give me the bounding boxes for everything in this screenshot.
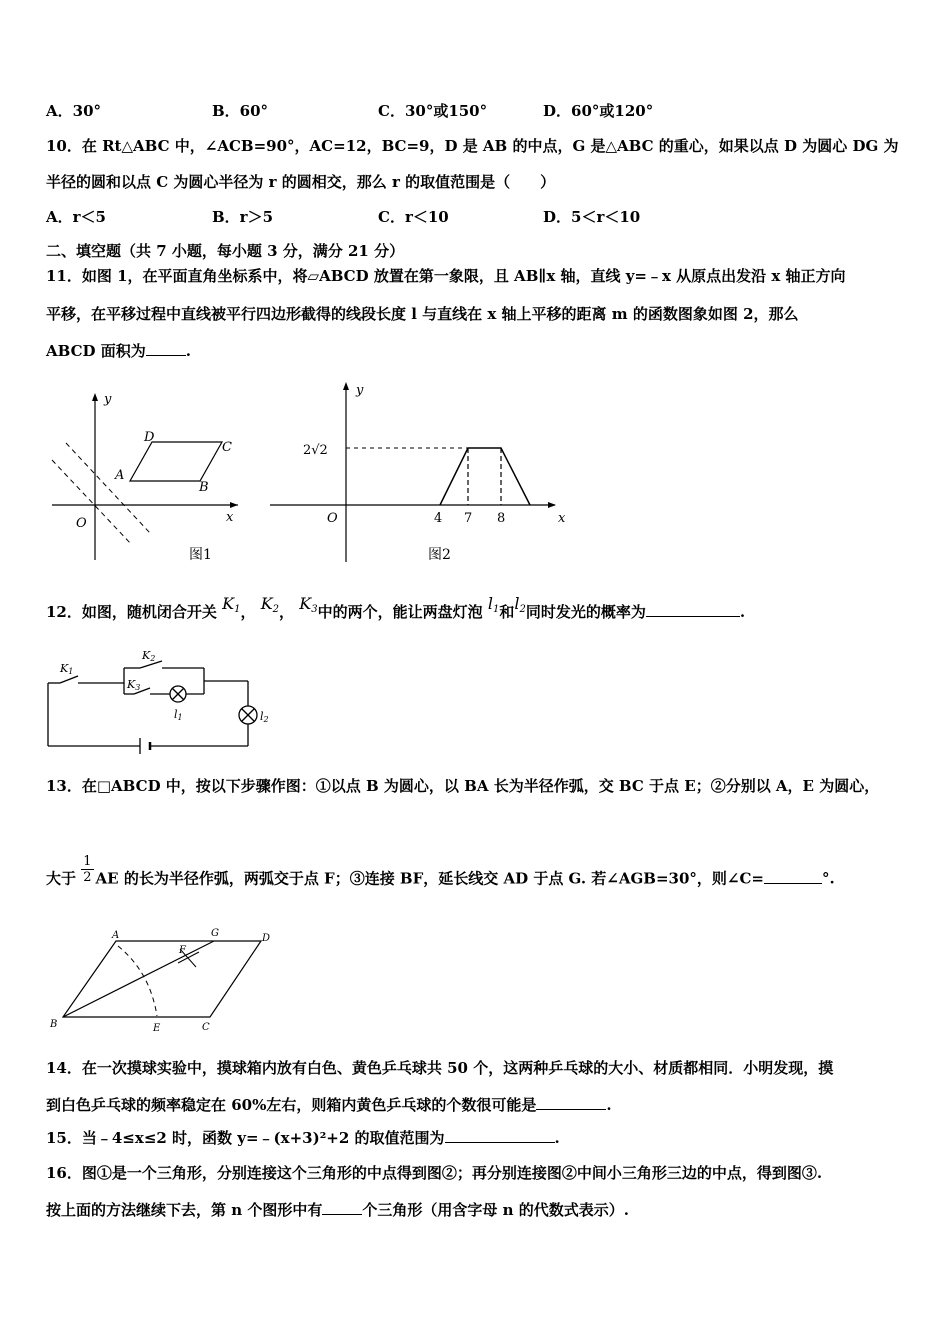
q13-fraction [81,854,93,885]
q11-answer-blank[interactable] [146,341,186,356]
fig3-point-g: G [211,928,219,939]
q14-answer-blank[interactable] [536,1095,606,1110]
q10-option-a: A．r＜5 [46,208,106,226]
q10-option-c: C．r＜10 [378,208,449,226]
q16-line-1: 16．图①是一个三角形，分别连接这个三角形的中点得到图②；再分别连接图②中间小三角形三边的中点，得到图③. [46,1164,823,1182]
q10-line-2: 半径的圆和以点 C 为圆心半径为 r 的圆相交，那么 r 的取值范围是（ ） [46,173,556,191]
q12-k2-letter: K [260,594,273,613]
fig2-function-graph [440,448,530,505]
q10-option-d: D．5＜r＜10 [543,208,641,226]
q14-line-2-text: 到白色乒乓球的频率稳定在 60%左右，则箱内黄色乒乓球的个数很可能是 [46,1096,537,1114]
q9-option-c: C．30°或150° [378,102,488,120]
q14-end: . [606,1096,612,1114]
fig2-caption: 图2 [428,547,451,563]
fig3-point-f: F [179,945,186,956]
q12-text-mid: 中的两个，能让两盘灯泡 [317,603,483,621]
q12-l2 [514,594,526,613]
q12-answer-blank[interactable] [646,602,740,617]
circuit-label-k3: K3 [127,678,141,692]
q11-line-2: 平移，在平移过程中直线被平行四边形截得的线段长度 l 与直线在 x 轴上平移的距离 m 的函数图象如图 2，那么 [46,305,799,323]
fig3-arc [118,946,157,1016]
q12-text-post: 同时发光的概率为 [525,603,646,621]
q16-answer-blank[interactable] [322,1200,362,1215]
fig3-point-c: C [202,1022,210,1033]
q13-end: °. [822,869,835,888]
q12-k2 [261,594,279,613]
fig3-line-bg [63,941,214,1017]
fig2-x-label: x [558,511,566,526]
q12-k2-sub: 2 [272,604,280,615]
fig1-parallelogram [130,442,222,481]
q12-k3 [299,594,317,613]
fig1-y-label: y [104,392,112,407]
q13-frac-num: 1 [83,854,92,869]
q13-line-1: 13．在□ABCD 中，按以下步骤作图：①以点 B 为圆心，以 BA 长为半径作弧，交 BC 于点 E；②分别以 A，E 为圆心， [46,777,880,795]
q11-line-3 [46,341,191,361]
fig3-parallelogram [63,941,261,1017]
fig3-point-b: B [50,1019,58,1030]
fig3-point-e: E [153,1023,161,1034]
q13-frac-den: 2 [83,870,92,885]
q9-option-a: A．30° [46,102,102,120]
fig2-tick-4: 4 [434,511,443,526]
q13-text-post: AE 的长为半径作弧，两弧交于点 F；③连接 BF，延长线交 AD 于点 G. 若∠AGB=30°，则∠C= [95,869,764,888]
q12-text-pre: 12．如图，随机闭合开关 [46,603,217,621]
q12-k3-sub: 3 [311,604,318,615]
circuit-figure [44,640,284,755]
q13-text-pre: 大于 [46,869,77,888]
q13-answer-blank[interactable] [764,869,822,884]
q14-line-1: 14．在一次摸球实验中，摸球箱内放有白色、黄色乒乓球共 50 个，这两种乒乓球的大小、材质都相同．小明发现，摸 [46,1059,834,1077]
q15-answer-blank[interactable] [445,1128,555,1143]
q15-line [46,1128,560,1148]
figure-1 [40,380,250,570]
fig1-point-c: C [222,440,232,455]
q14-line-2 [46,1095,612,1115]
q12-l1 [488,594,500,613]
q12-end: . [739,603,746,621]
q10-option-b: B．r＞5 [212,208,274,226]
fig2-tick-8: 8 [497,511,506,526]
q12-and: 和 [499,603,515,621]
fig1-point-a: A [115,468,125,483]
q10-line-1: 10．在 Rt△ABC 中，∠ACB=90°，AC=12，BC=9，D 是 AB 的中点，G 是△ABC 的重心，如果以点 D 为圆心 DG 为 [46,137,899,155]
section-2-heading: 二、填空题（共 7 小题，每小题 3 分，满分 21 分） [46,242,405,260]
q12-k1-letter: K [222,594,235,613]
fig1-point-b: B [199,480,209,495]
figure-2 [265,375,585,570]
circuit-label-k1: K1 [60,662,74,676]
q12-l2-letter: l [514,594,520,613]
fig1-caption: 图1 [189,547,212,563]
q12-line: 12．如图，随机闭合开关 $K_1$， $K_2$， $K_3$中的两个，能让两盘灯泡 $l_1$和$l_2$同时发光的概率为 . [46,594,746,621]
fig2-tick-7: 7 [464,511,473,526]
q11-line-3-text: ABCD 面积为 [46,342,146,360]
q16-line-2-post: 个三角形（用含字母 n 的代数式表示）. [362,1201,629,1219]
q15-end: . [554,1129,560,1147]
q13-line-2 [46,854,835,895]
q12-k3-letter: K [299,594,312,613]
q12-k1 [222,594,240,613]
fig1-x-label: x [226,510,234,525]
q11-line-1: 11．如图 1，在平面直角坐标系中，将▱ABCD 放置在第一象限，且 AB∥x 轴，直线 y=﹣x 从原点出发沿 x 轴正方向 [46,267,846,285]
circuit-label-l1: l1 [174,708,183,722]
fig1-point-d: D [144,430,155,445]
fig3-point-a: A [112,930,120,941]
q11-end: . [185,342,191,360]
q12-l2-sub: 2 [519,604,526,615]
q9-option-b: B．60° [212,102,269,120]
circuit-label-k2: K2 [142,649,156,663]
q12-l1-sub: 1 [492,604,500,615]
q15-text: 15．当﹣4≤x≤2 时，函数 y=﹣(x+3)²+2 的取值范围为 [46,1129,445,1147]
fig1-origin-label: O [76,516,87,531]
fig2-y-value-label: 2√2 [303,443,328,458]
circuit-switch-k1 [60,676,78,683]
q16-line-2 [46,1200,629,1220]
fig2-y-label: y [356,383,364,398]
q12-l1-letter: l [487,594,493,613]
q12-k1-sub: 1 [234,604,241,615]
q9-option-d: D．60°或120° [543,102,654,120]
fig2-origin-label: O [327,511,338,526]
figure-3 [44,920,284,1040]
circuit-label-l2: l2 [260,710,269,724]
q16-line-2-pre: 按上面的方法继续下去，第 n 个图形中有 [46,1201,323,1219]
fig3-point-d: D [262,933,271,944]
